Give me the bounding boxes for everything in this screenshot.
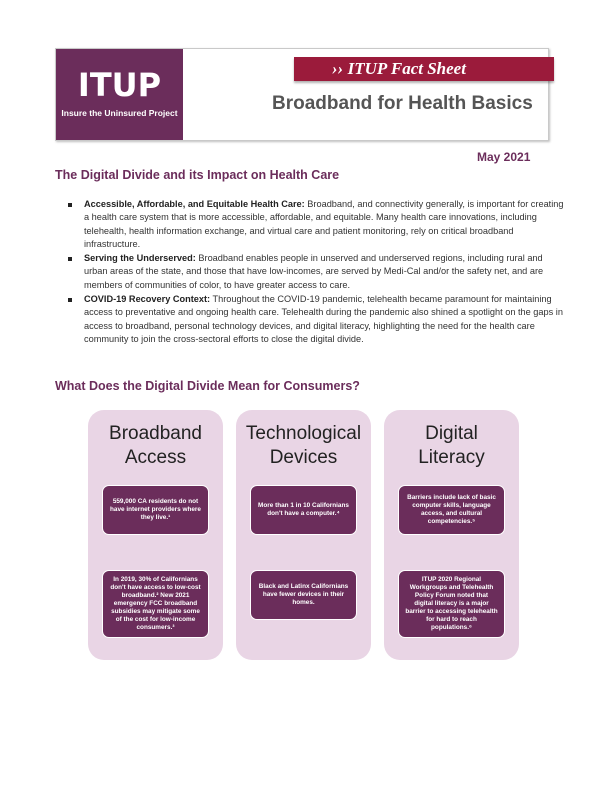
bullet-item [68, 198, 564, 251]
panel-title-line: Digital [425, 423, 478, 444]
fact-card: In 2019, 30% of Californians don't have access to low-cost broadband.² New 2021 emergency FCC broadband subsidies may mitigate some of the cost for low-income consumers.³ [102, 570, 209, 638]
panel-title [384, 422, 519, 470]
fact-card: 559,000 CA residents do not have internet providers where they live.¹ [102, 485, 209, 535]
bullet-text: Broadband enables people in unserved and underserved regions, including rural and urban areas of the state, and those that have low-incomes, are served by Medi-Cal and/or the safety net, and are members of communities of color, to have greater access to care. [84, 253, 544, 290]
bullet-item [68, 293, 564, 346]
logo-wordmark: ITUP [77, 66, 162, 104]
panel-title-line: Technological [245, 423, 362, 444]
panel-title-line: Devices [269, 447, 338, 468]
bullet-list [68, 198, 564, 346]
fact-card: Barriers include lack of basic computer skills, language access, and cultural competencies.⁵ [398, 485, 505, 535]
square-bullet-icon [68, 203, 72, 207]
bullet-item [68, 252, 564, 292]
panel-digital-literacy [384, 410, 519, 660]
header [55, 48, 549, 141]
square-bullet-icon [68, 257, 72, 261]
square-bullet-icon [68, 298, 72, 302]
itup-logo [56, 49, 183, 140]
panel-broadband-access [88, 410, 223, 660]
fact-card: More than 1 in 10 Californians don't have a computer.⁴ [250, 485, 357, 535]
panel-technological-devices [236, 410, 371, 660]
bullet-text: Throughout the COVID-19 pandemic, telehealth became paramount for maintaining access to preventative and ongoing health care. Telehealth during the pandemic also shined a spotlight on the gaps in access to broadband, personal technology devices, and digital literacy, highlighting the need for the health care community to join the cross-sectoral efforts to close the digital divide. [84, 294, 563, 344]
bullet-lead: COVID-19 Recovery Context: [84, 294, 211, 305]
section-heading-consumers: What Does the Digital Divide Mean for Consumers? [55, 379, 360, 393]
panel-title [236, 422, 371, 470]
bullet-text: Broadband, and connectivity generally, is important for creating a health care system that is more accessible, affordable, and equitable. Many health care innovations, including telehealth, health information exchange, and virtual care and patient monitoring, rely on critical broadband infrastructure. [84, 199, 564, 249]
fact-sheet-banner [294, 57, 554, 81]
logo-tagline: Insure the Uninsured Project [61, 108, 178, 118]
panel-title-line: Literacy [418, 447, 485, 468]
panel-title [88, 422, 223, 470]
banner-title: ›› ITUP Fact Sheet [332, 59, 466, 78]
fact-card: ITUP 2020 Regional Workgroups and Telehealth Policy Forum noted that digital literacy is a major barrier to accessing telehealth for hard to reach populations.⁶ [398, 570, 505, 638]
fact-card: Black and Latinx Californians have fewer devices in their homes. [250, 570, 357, 620]
publication-date: May 2021 [477, 150, 531, 164]
bullet-lead: Serving the Underserved: [84, 253, 196, 264]
section-heading-digital-divide: The Digital Divide and its Impact on Health Care [55, 168, 340, 182]
panel-title-line: Broadband [109, 423, 202, 444]
document-subtitle: Broadband for Health Basics [272, 93, 533, 114]
panel-title-line: Access [124, 447, 187, 468]
bullet-lead: Accessible, Affordable, and Equitable Health Care: [84, 199, 305, 209]
